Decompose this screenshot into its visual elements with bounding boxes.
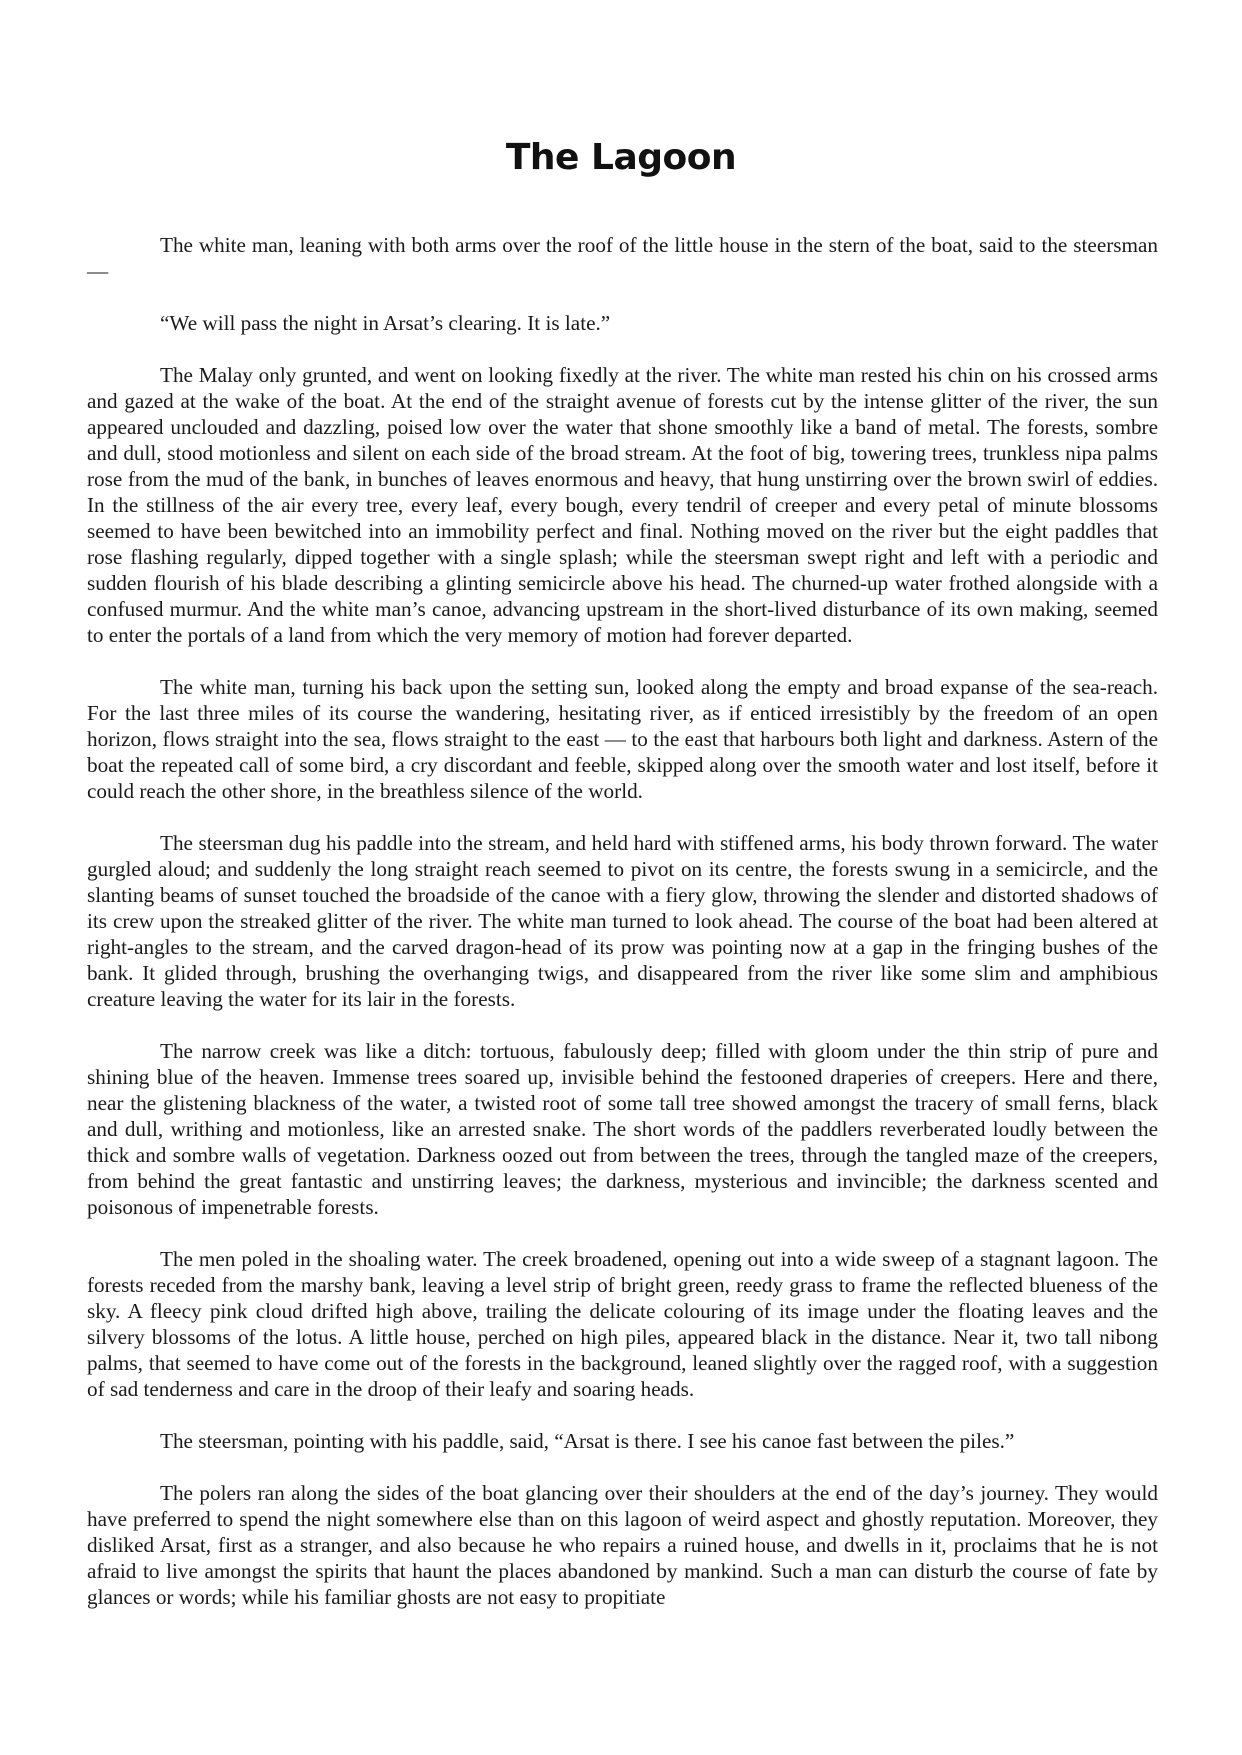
paragraph: The Malay only grunted, and went on looking fixedly at the river. The white man rested his chin on his crossed arms and gazed at the wake of the boat. At the end of the straight avenue of forests cut by the intense glitter of the river, the sun appeared unclouded and dazzling, poised low over the water that shone smoothly like a band of metal. The forests, sombre and dull, stood motionless and silent on each side of the broad stream. At the foot of big, towering trees, trunkless nipa palms rose from the mud of the bank, in bunches of leaves enormous and heavy, that hung unstirring over the brown swirl of eddies. In the stillness of the air every tree, every leaf, every bough, every tendril of creeper and every petal of minute blossoms seemed to have been bewitched into an immobility perfect and final. Nothing moved on the river but the eight paddles that rose flashing regularly, dipped together with a single splash; while the steersman swept right and left with a periodic and sudden flourish of his blade describing a glinting semicircle above his head. The churned-up water frothed alongside with a confused murmur. And the white man’s canoe, advancing upstream in the short-lived disturbance of its own making, seemed to enter the portals of a land from which the very memory of motion had forever departed.: [87, 363, 1158, 647]
document-title: The Lagoon: [505, 137, 737, 178]
paragraph: “We will pass the night in Arsat’s clearing. It is late.”: [160, 311, 611, 335]
paragraph: The men poled in the shoaling water. The creek broadened, opening out into a wide sweep of a stagnant lagoon. The forests receded from the marshy bank, leaving a level strip of bright green, reedy grass to frame the reflected blueness of the sky. A fleecy pink cloud drifted high above, trailing the delicate colouring of its image under the floating leaves and the silvery blossoms of the lotus. A little house, perched on high piles, appeared black in the distance. Near it, two tall nibong palms, that seemed to have come out of the forests in the background, leaned slightly over the ragged roof, with a suggestion of sad tenderness and care in the droop of their leafy and soaring heads.: [87, 1247, 1158, 1401]
paragraph: The steersman, pointing with his paddle, said, “Arsat is there. I see his canoe fast between the piles.”: [160, 1429, 1015, 1453]
paragraph: The polers ran along the sides of the boat glancing over their shoulders at the end of the day’s journey. They would have preferred to spend the night somewhere else than on this lagoon of weird aspect and ghostly reputation. Moreover, they disliked Arsat, first as a stranger, and also because he who repairs a ruined house, and dwells in it, proclaims that he is not afraid to live amongst the spirits that haunt the places abandoned by mankind. Such a man can disturb the course of fate by glances or words; while his familiar ghosts are not easy to propitiate: [87, 1481, 1158, 1609]
paragraph: The white man, leaning with both arms over the roof of the little house in the stern of the boat, said to the steersman —: [87, 233, 1158, 283]
paragraph: The white man, turning his back upon the setting sun, looked along the empty and broad expanse of the sea-reach. For the last three miles of its course the wandering, hesitating river, as if enticed irresistibly by the freedom of an open horizon, flows straight into the sea, flows straight to the east — to the east that harbours both light and darkness. Astern of the boat the repeated call of some bird, a cry discordant and feeble, skipped along over the smooth water and lost itself, before it could reach the other shore, in the breathless silence of the world.: [87, 675, 1158, 803]
paragraph: The narrow creek was like a ditch: tortuous, fabulously deep; filled with gloom under the thin strip of pure and shining blue of the heaven. Immense trees soared up, invisible behind the festooned draperies of creepers. Here and there, near the glistening blackness of the water, a twisted root of some tall tree showed amongst the tracery of small ferns, black and dull, writhing and motionless, like an arrested snake. The short words of the paddlers reverberated loudly between the thick and sombre walls of vegetation. Darkness oozed out from between the trees, through the tangled maze of the creepers, from behind the great fantastic and unstirring leaves; the darkness, mysterious and invincible; the darkness scented and poisonous of impenetrable forests.: [87, 1039, 1158, 1219]
paragraph: The steersman dug his paddle into the stream, and held hard with stiffened arms, his body thrown forward. The water gurgled aloud; and suddenly the long straight reach seemed to pivot on its centre, the forests swung in a semicircle, and the slanting beams of sunset touched the broadside of the canoe with a fiery glow, throwing the slender and distorted shadows of its crew upon the streaked glitter of the river. The white man turned to look ahead. The course of the boat had been altered at right-angles to the stream, and the carved dragon-head of its prow was pointing now at a gap in the fringing bushes of the bank. It glided through, brushing the overhanging twigs, and disappeared from the river like some slim and amphibious creature leaving the water for its lair in the forests.: [87, 831, 1158, 1011]
document-body: [87, 232, 1158, 1636]
